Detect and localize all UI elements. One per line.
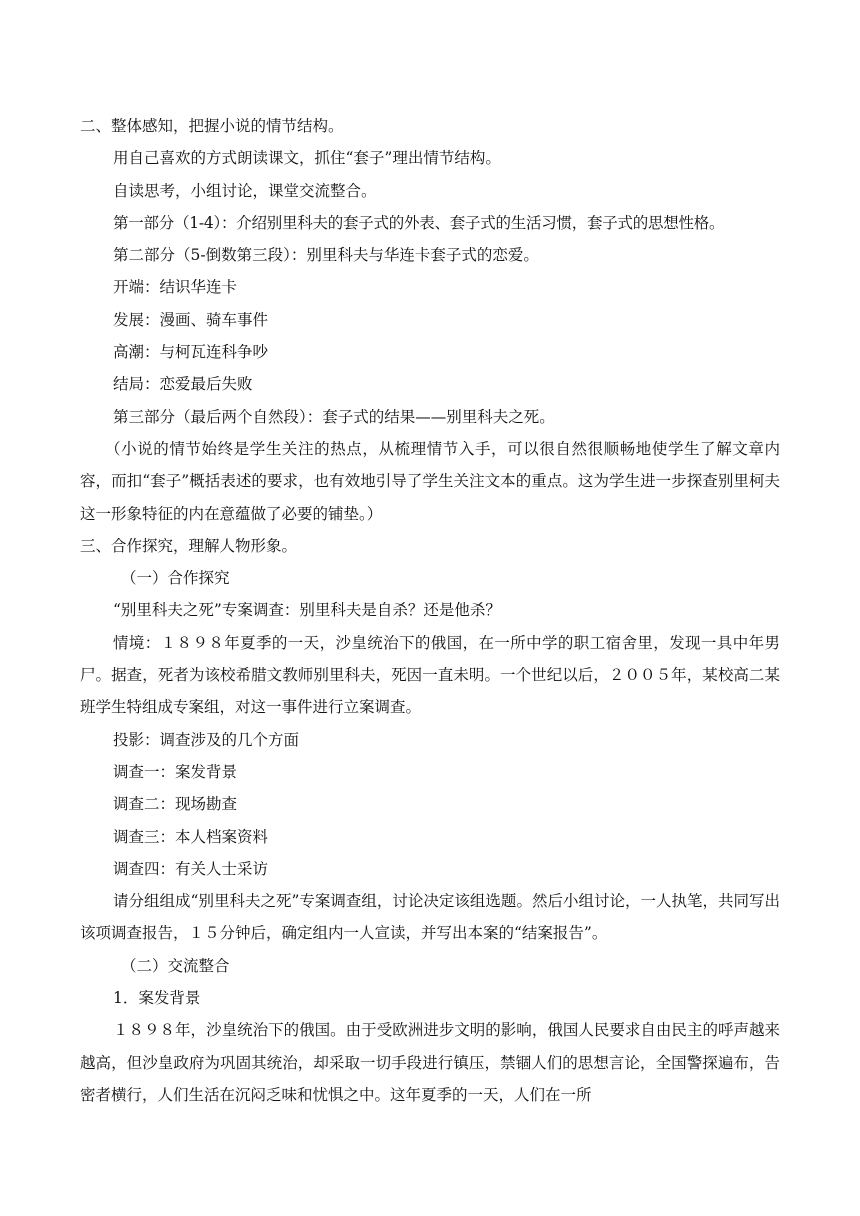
plot-opening: 开端：结识华连卡 (113, 278, 238, 297)
subsection-cooperative-inquiry: （一）合作探究 (121, 569, 230, 588)
group-task: 请分组组成“别里科夫之死”专案调查组，讨论决定该组选题。然后小组讨论，一人执笔，共同写出该项调查报告，１５分钟后，确定组内一人宣读，并写出本案的“结案报告”。 (80, 892, 780, 943)
part-three-summary: 第三部分（最后两个自然段）：套子式的结果——别里科夫之死。 (113, 407, 555, 426)
section-three-heading: 三、合作探究，理解人物形象。 (80, 536, 298, 555)
projection-intro: 投影：调查涉及的几个方面 (113, 730, 300, 749)
part-two-summary: 第二部分（5-倒数第三段）：别里科夫与华连卡套子式的恋爱。 (113, 246, 539, 265)
section-two-heading: 二、整体感知，把握小说的情节结构。 (80, 117, 344, 135)
investigation-four: 调查四：有关人士采访 (113, 859, 269, 878)
plot-ending: 结局：恋爱最后失败 (113, 375, 253, 394)
part-one-summary: 第一部分（1-4）：介绍别里科夫的套子式的外表、套子式的生活习惯，套子式的思想性格。 (113, 213, 725, 232)
plot-climax: 高潮：与柯瓦连科争吵 (113, 343, 269, 362)
investigation-three: 调查三：本人档案资料 (113, 827, 269, 846)
case-situation: 情境：１８９８年夏季的一天，沙皇统治下的俄国，在一所中学的职工宿舍里，发现一具中年男尸。据查，死者为该校希腊文教师别里科夫，死因一直未明。一个世纪以后，２００５年，某校高二某班学生特组成专案组，对这一事件进行立案调查。 (80, 633, 780, 717)
reading-instruction: 用自己喜欢的方式朗读课文，抓住“套子”理出情节结构。 (113, 149, 501, 168)
subsection-exchange: （二）交流整合 (121, 956, 230, 975)
item-case-background: 1．案发背景 (113, 989, 201, 1008)
document-page (80, 110, 780, 1111)
plot-development: 发展：漫画、骑车事件 (113, 310, 269, 329)
teaching-note: （小说的情节始终是学生关注的热点，从梳理情节入手，可以很自然很顺畅地使学生了解文章内容，而扣“套子”概括表述的要求，也有效地引导了学生关注文本的重点。这为学生进一步探查别里柯夫这一形象特征的内在意蕴做了必要的铺垫。） (80, 439, 780, 523)
case-title: “别里科夫之死”专案调查：别里科夫是自杀？还是他杀？ (113, 601, 501, 620)
investigation-two: 调查二：现场勘查 (113, 795, 238, 814)
discussion-instruction: 自读思考，小组讨论，课堂交流整合。 (113, 181, 377, 200)
case-background-text: １８９８年，沙皇统治下的俄国。由于受欧洲进步文明的影响，俄国人民要求自由民主的呼声越来越高，但沙皇政府为巩固其统治，却采取一切手段进行镇压，禁锢人们的思想言论，全国警探遍布，告密者横行，人们生活在沉闷乏味和忧惧之中。这年夏季的一天，人们在一所 (80, 1021, 780, 1104)
investigation-one: 调查一：案发背景 (113, 762, 238, 781)
